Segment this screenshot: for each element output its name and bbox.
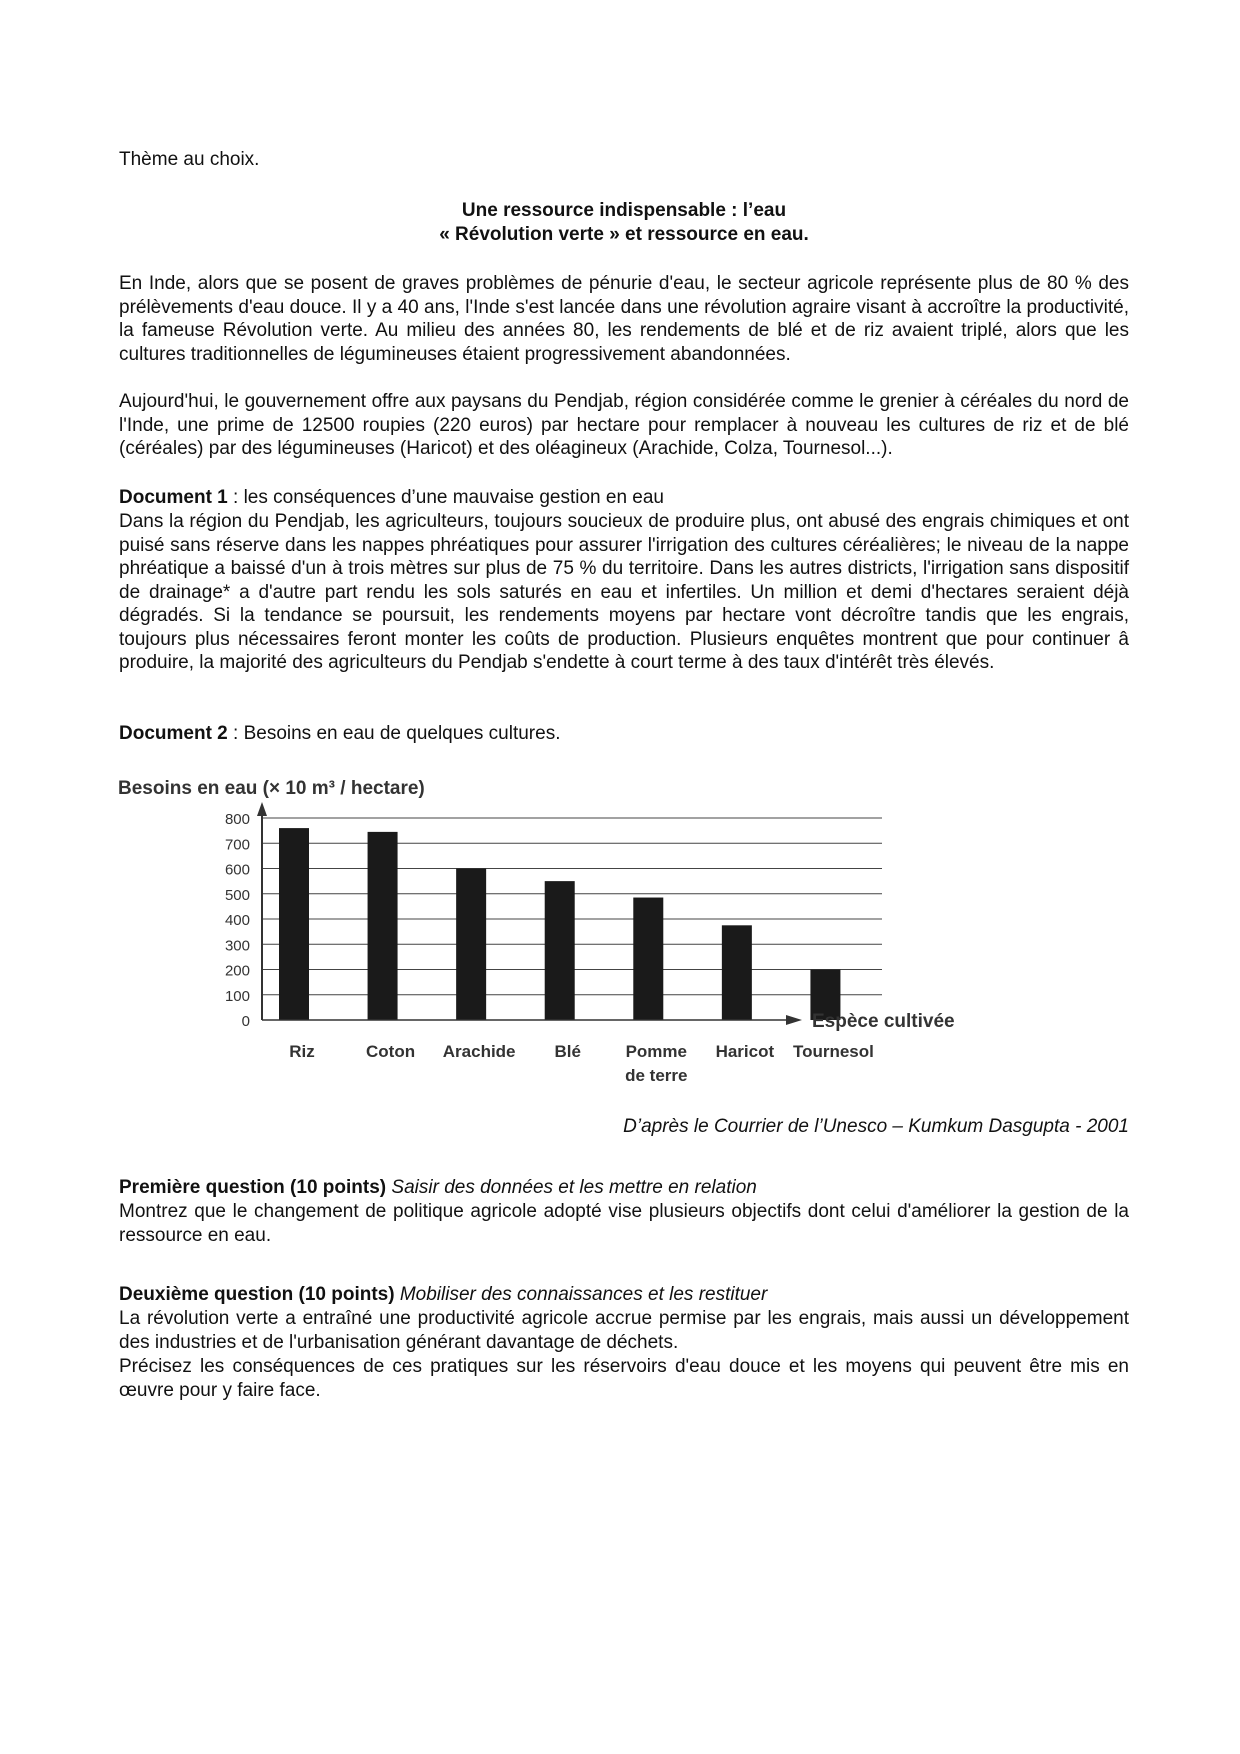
y-axis-arrow	[257, 802, 267, 816]
title-line-1: Une ressource indispensable : l’eau	[461, 200, 787, 221]
source-citation: D’après le Courrier de l’Unesco – Kumkum Dasgupta - 2001	[623, 1116, 1129, 1137]
bar-riz	[279, 828, 309, 1020]
intro-paragraph-1: En Inde, alors que se posent de graves problèmes de pénurie d'eau, le secteur agricole représente plus de 80 % des prélèvements d'eau douce. Il y a 40 ans, l'Inde s'est lancée dans une révolution agraire visant à accroître la productivité, la fameuse Révolution verte. Au milieu des années 80, les rendements de blé et de riz avaient triplé, alors que les cultures traditionnelles de légumineuses étaient progressivement abandonnées.	[119, 273, 1129, 365]
x-axis-label: Espèce cultivée	[812, 1011, 955, 1032]
document1-heading	[119, 486, 1129, 510]
title-line-2: « Révolution verte » et ressource en eau.	[439, 224, 809, 245]
document2-label: Document 2	[119, 723, 228, 744]
y-tick-label: 400	[224, 912, 250, 929]
y-tick-label: 800	[224, 811, 250, 828]
water-needs-bar-chart	[110, 770, 1000, 1090]
y-tick-label: 500	[224, 886, 250, 904]
bar-blé	[545, 881, 575, 1020]
bar-arachide	[456, 869, 486, 1021]
document2-heading	[119, 722, 1129, 746]
chart-title: Besoins en eau (× 10 m³ / hectare)	[118, 778, 425, 799]
x-tick-label: Pomme	[625, 1042, 687, 1061]
x-tick-label: Arachide	[442, 1042, 516, 1061]
y-tick-label: 700	[224, 836, 250, 854]
bar-haricot	[722, 925, 752, 1020]
x-tick-label: Blé	[554, 1042, 581, 1061]
y-tick-label: 600	[224, 861, 250, 879]
x-tick-label: Coton	[366, 1042, 416, 1061]
question1-heading	[119, 1176, 1129, 1200]
x-tick-label: Riz	[289, 1042, 315, 1061]
y-tick-label: 100	[224, 987, 250, 1005]
document1-heading-text: : les conséquences d’une mauvaise gestion en eau	[227, 487, 664, 508]
y-tick-label: 0	[241, 1013, 250, 1030]
question2-body-2: Précisez les conséquences de ces pratiques sur les réservoirs d'eau douce et les moyens qui peuvent être mis en œuvre pour y faire face.	[119, 1356, 1129, 1401]
document2-heading-text: : Besoins en eau de quelques cultures.	[227, 723, 561, 744]
question1-body: Montrez que le changement de politique agricole adopté vise plusieurs objectifs dont celui d'améliorer la gestion de la ressource en eau.	[119, 1201, 1129, 1246]
question2-title: Deuxième question (10 points)	[119, 1284, 395, 1305]
x-axis-arrow	[786, 1015, 802, 1025]
chart-x-tick-labels	[289, 1042, 874, 1085]
document1-label: Document 1	[119, 487, 228, 508]
question2-body-1: La révolution verte a entraîné une productivité agricole accrue permise par les engrais, mais aussi un développement des industries et de l'urbanisation générant davantage de déchets.	[119, 1308, 1129, 1353]
chart-y-tick-labels	[225, 811, 250, 1030]
bar-pomme-de-terre	[633, 898, 663, 1020]
intro-paragraph-2: Aujourd'hui, le gouvernement offre aux paysans du Pendjab, région considérée comme le grenier à céréales du nord de l'Inde, une prime de 12500 roupies (220 euros) par hectare pour remplacer à nouveau les cultures de riz et de blé (céréales) par des légumineuses (Haricot) et des oléagineux (Arachide, Colza, Tournesol...).	[119, 391, 1129, 459]
y-tick-label: 200	[224, 962, 250, 980]
question2-subtitle: Mobiliser des connaissances et les restituer	[394, 1284, 768, 1305]
bar-coton	[368, 832, 398, 1020]
question1-title: Première question (10 points)	[119, 1177, 387, 1198]
question1-subtitle: Saisir des données et les mettre en relation	[386, 1177, 757, 1198]
theme-line: Thème au choix.	[119, 149, 260, 170]
question2-heading	[119, 1283, 1129, 1307]
y-tick-label: 300	[224, 937, 250, 955]
x-tick-label: Haricot	[715, 1042, 775, 1061]
document1-body: Dans la région du Pendjab, les agriculteurs, toujours soucieux de produire plus, ont abusé des engrais chimiques et ont puisé sans réserve dans les nappes phréatiques pour assurer l'irrigation des cultures céréalières; le niveau de la nappe phréatique a baissé d'un à trois mètres sur plus de 75 % du territoire. Dans les autres districts, l'irrigation sans dispositif de drainage* a d'autre part rendu les sols saturés en eau et infertiles. Un million et demi d'hectares seraient déjà dégradés. Si la tendance se poursuit, les rendements moyens par hectare vont décroître tandis que les engrais, toujours plus nécessaires feront monter les coûts de production. Plusieurs enquêtes montrent que pour continuer â produire, la majorité des agriculteurs du Pendjab s'endette à court terme à des taux d'intérêt très élevés.	[119, 511, 1129, 673]
chart-bars	[279, 828, 840, 1020]
x-tick-label: Tournesol	[792, 1042, 874, 1061]
x-tick-label: de terre	[625, 1066, 688, 1085]
